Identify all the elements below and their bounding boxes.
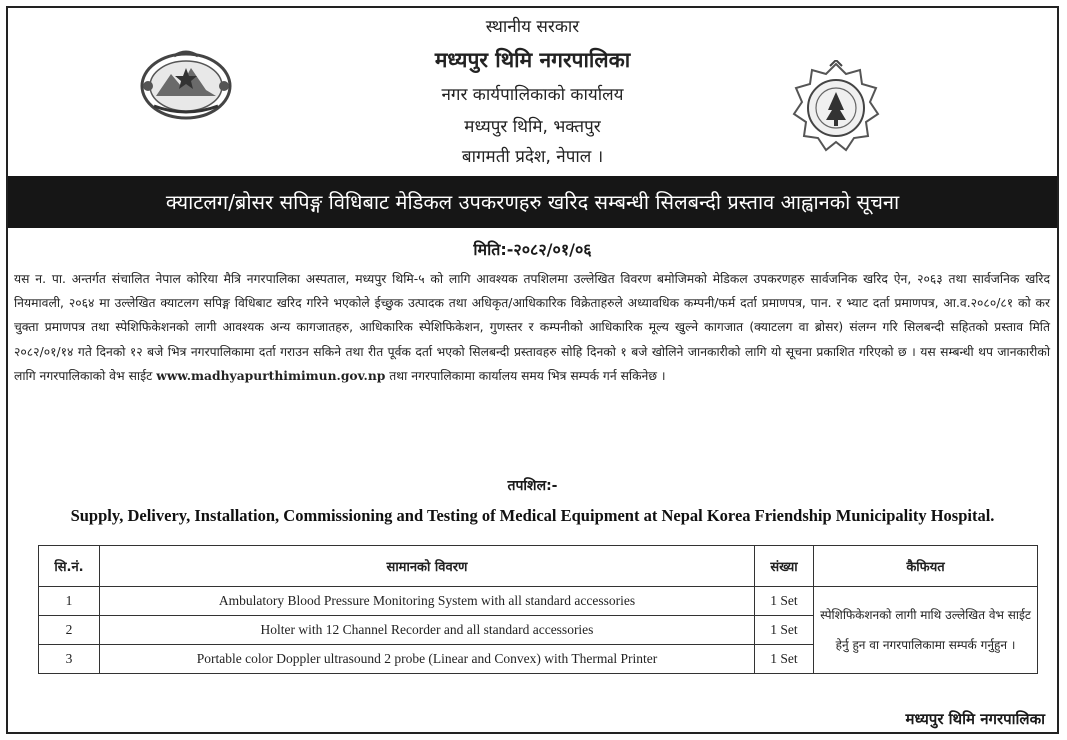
- notice-title-banner: क्याटलग/ब्रोसर सपिङ्ग विधिबाट मेडिकल उपकरणहरु खरिद सम्बन्धी सिलबन्दी प्रस्ताव आह्वानको सूचना: [8, 176, 1057, 228]
- header-municipality-name: मध्यपुर थिमि नगरपालिका: [434, 48, 631, 72]
- project-title: Supply, Delivery, Installation, Commissioning and Testing of Medical Equipment at Nepal Korea Friendship Municipality Hospital.: [70, 506, 995, 525]
- header-line-local-government: स्थानीय सरकार: [485, 17, 580, 37]
- header-province: बागमती प्रदेश, नेपाल ।: [461, 147, 604, 167]
- header-item-description: सामानको विवरण: [100, 546, 755, 587]
- row-description: Holter with 12 Channel Recorder and all standard accessories: [100, 616, 755, 645]
- row-description: Ambulatory Blood Pressure Monitoring System with all standard accessories: [100, 587, 755, 616]
- row-serial-number: 2: [39, 616, 100, 645]
- header-address: मध्यपुर थिमि, भक्तपुर: [464, 117, 601, 137]
- row-serial-number: 1: [39, 587, 100, 616]
- table-row: [39, 587, 1038, 616]
- row-description: Portable color Doppler ultrasound 2 probe (Linear and Convex) with Thermal Printer: [100, 645, 755, 674]
- notice-body: [14, 267, 1050, 388]
- row-quantity: 1 Set: [755, 645, 814, 674]
- notice-body-part1: यस न. पा. अन्तर्गत संचालित नेपाल कोरिया मैत्रि नगरपालिका अस्पताल, मध्यपुर थिमि-५ को लागि आवश्यक तपशिलमा उल्लेखित विवरण बमोजिमको मेडिकल उपकरणहरु सार्वजनिक खरिद ऐन, २०६३ तथा सार्वजनिक खरिद नियमावली, २०६४ मा उल्लेखित क्याटलग सपिङ्ग विधिबाट खरिद गरिने भएकोले ईच्छुक उत्पादक तथा अधिकृत/आधिकारिक विक्रेताहरुले अध्यावधिक कम्पनी/फर्म दर्ता प्रमाणपत्र, पान. र भ्याट दर्ता प्रमाणपत्र, आ.व.२०८०/८१ को कर चुक्ता प्रमाणपत्र तथा स्पेशिफिकेशनको लागी आवश्यक अन्य कागजातहरु, आधिकारिक स्पेशिफिकेशन, गुणस्तर र कम्पनीको आधिकारिक मूल्य खुल्ने कागजात (क्याटलग वा ब्रोसर) संलग्न गरि सिलबन्दी सहितको प्रस्ताव मिति २०८२/०१/१४ गते दिनको १२ बजे भित्र नगरपालिकामा दर्ता गराउन सकिने तथा रीत पूर्वक दर्ता भएको सिलबन्दी प्रस्तावहरु सोहि दिनको १ बजे खोलिने जानकारीको लागि यो सूचना प्रकाशित गरिएको छ । यस सम्बन्धी थप जानकारीको लागि नगरपालिकाको वेभ साईट: [14, 272, 1050, 383]
- header-remarks: कैफियत: [814, 546, 1038, 587]
- issuer-signoff: मध्यपुर थिमि नगरपालिका: [905, 710, 1045, 728]
- table-header-row: [39, 546, 1038, 587]
- website-link[interactable]: www.madhyapurthimimun.gov.np: [156, 367, 386, 383]
- notice-header: [8, 8, 1057, 172]
- header-office-name: नगर कार्यपालिकाको कार्यालय: [441, 85, 624, 105]
- equipment-table: [38, 545, 1038, 674]
- row-quantity: 1 Set: [755, 616, 814, 645]
- header-quantity: संख्या: [755, 546, 814, 587]
- schedule-heading: तपशिल:-: [507, 478, 558, 494]
- notice-body-part2: तथा नगरपालिकामा कार्यालय समय भित्र सम्पर्क गर्न सकिनेछ ।: [389, 368, 666, 383]
- remarks-cell: स्पेशिफिकेशनको लागी माथि उल्लेखित वेभ साईट हेर्नु हुन वा नगरपालिकामा सम्पर्क गर्नुहुन ।: [814, 587, 1038, 674]
- notice-frame: [6, 6, 1059, 734]
- row-serial-number: 3: [39, 645, 100, 674]
- municipality-logo-icon: [786, 60, 886, 156]
- notice-date: मिति:-२०८२/०१/०६: [473, 240, 592, 259]
- header-serial-number: सि.नं.: [39, 546, 100, 587]
- row-quantity: 1 Set: [755, 587, 814, 616]
